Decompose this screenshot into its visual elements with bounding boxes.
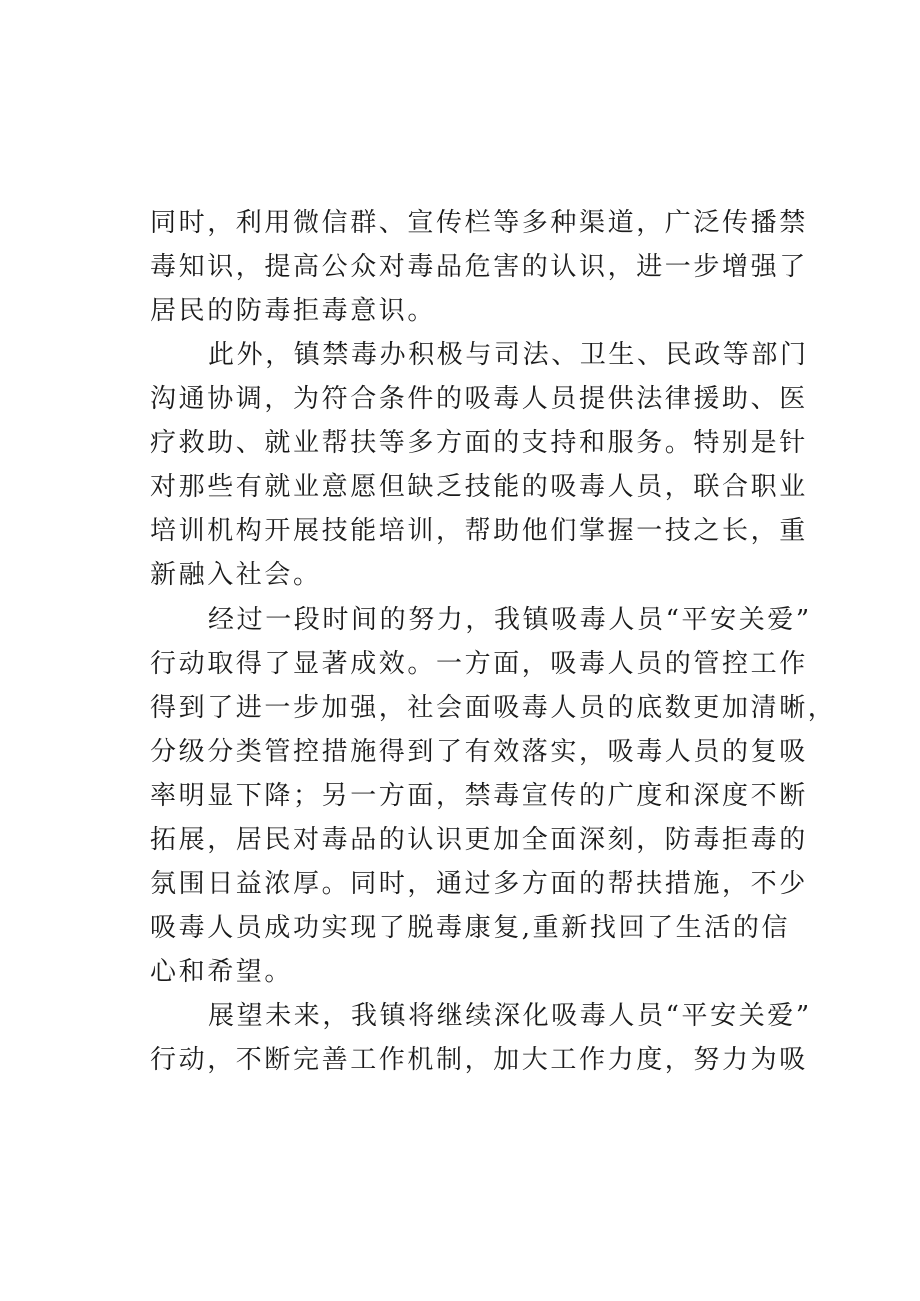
text-line: 培训机构开展技能培训，帮助他们掌握一技之长，重 — [150, 516, 808, 546]
text-line: 疗救助、就业帮扶等多方面的支持和服务。特别是针 — [150, 428, 808, 458]
text-line: 行动取得了显著成效。一方面，吸毒人员的管控工作 — [150, 649, 808, 679]
text-line: 居民的防毒拒毒意识。 — [150, 296, 437, 326]
text-line: 吸毒人员成功实现了脱毒康复,重新找回了生活的信 — [150, 913, 791, 943]
paragraph-start-line: 展望未来，我镇将继续深化吸毒人员“平安关爱” — [208, 1001, 812, 1031]
paragraph-start-line: 此外，镇禁毒办积极与司法、卫生、民政等部门 — [208, 340, 809, 370]
text-line: 分级分类管控措施得到了有效落实，吸毒人员的复吸 — [150, 737, 808, 767]
text-line: 新融入社会。 — [150, 560, 322, 590]
text-line: 对那些有就业意愿但缺乏技能的吸毒人员，联合职业 — [150, 472, 808, 502]
text-line: 同时，利用微信群、宣传栏等多种渠道，广泛传播禁 — [150, 208, 808, 238]
text-line: 氛围日益浓厚。同时，通过多方面的帮扶措施，不少 — [150, 869, 808, 899]
text-line: 率明显下降；另一方面，禁毒宣传的广度和深度不断 — [150, 781, 808, 811]
text-line: 毒知识，提高公众对毒品危害的认识，进一步增强了 — [150, 252, 808, 282]
text-line: 拓展，居民对毒品的认识更加全面深刻，防毒拒毒的 — [150, 825, 808, 855]
paragraph-start-line: 经过一段时间的努力，我镇吸毒人员“平安关爱” — [208, 605, 812, 635]
text-line: 行动，不断完善工作机制，加大工作力度，努力为吸 — [150, 1045, 808, 1075]
text-line: 得到了进一步加强，社会面吸毒人员的底数更加清晰， — [150, 693, 837, 723]
text-line: 沟通协调，为符合条件的吸毒人员提供法律援助、医 — [150, 384, 808, 414]
text-line: 心和希望。 — [150, 957, 294, 987]
